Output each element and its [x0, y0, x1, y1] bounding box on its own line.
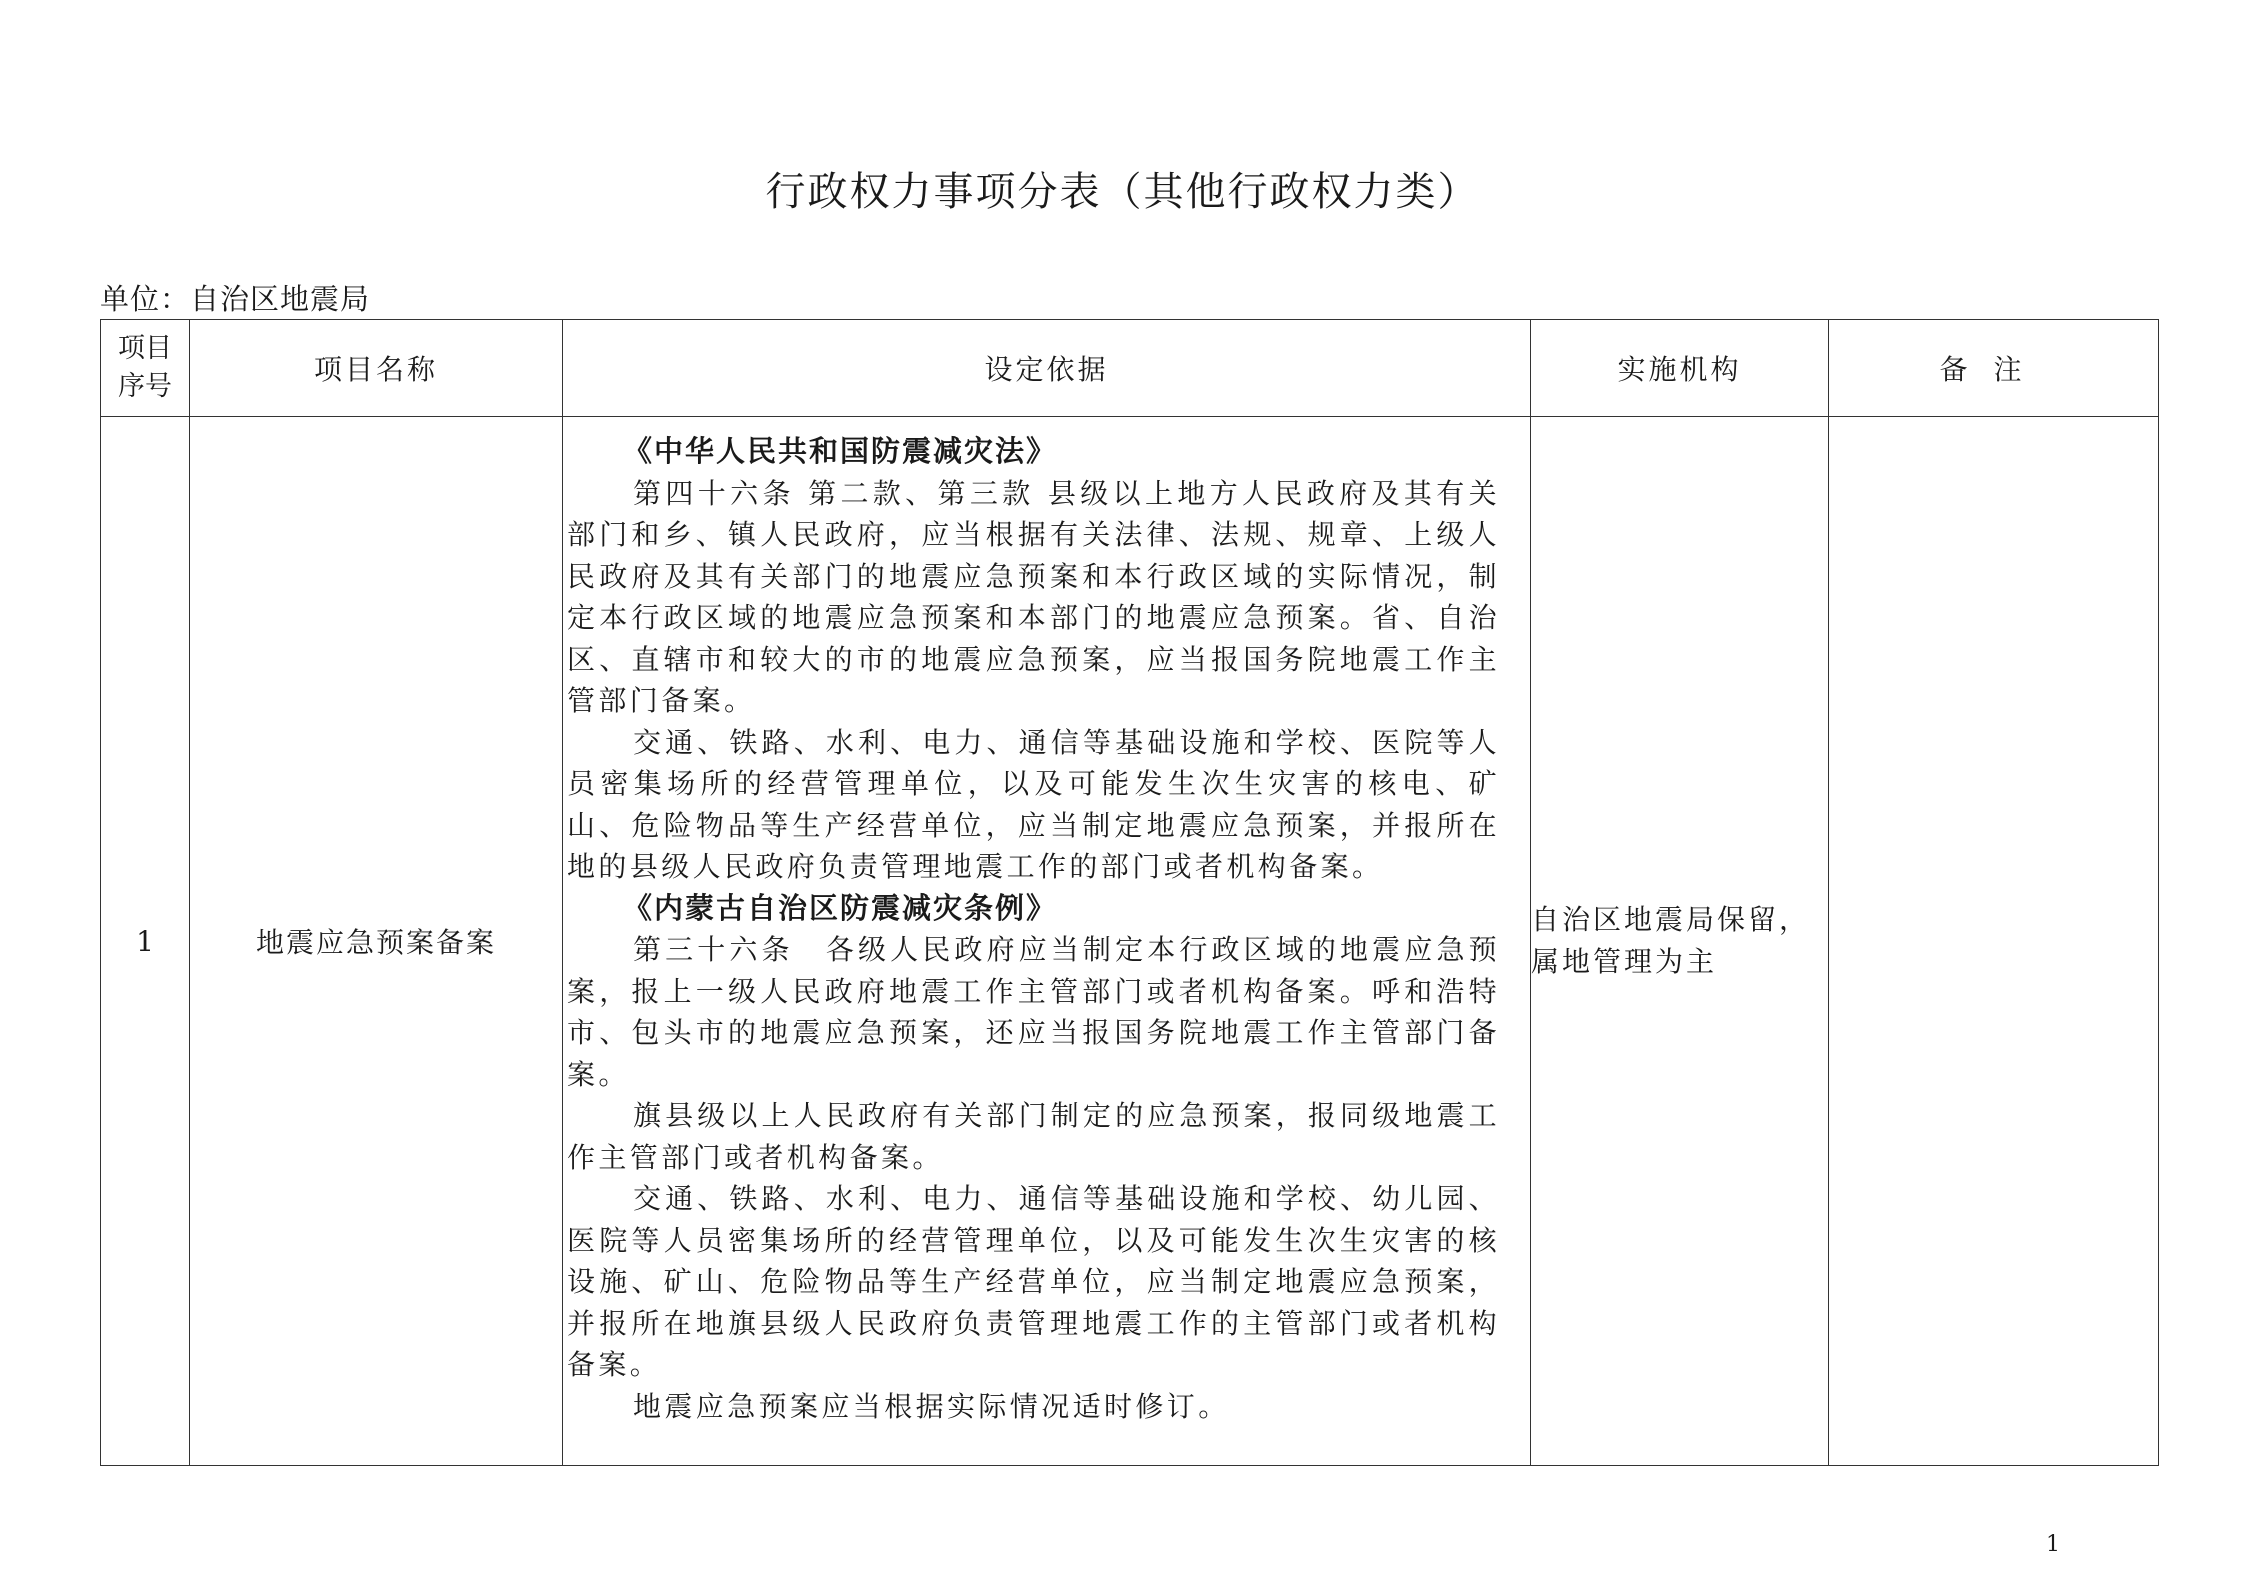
unit-label: 单位：自治区地震局 [100, 282, 371, 316]
law1-paragraph-1: 第四十六条 第二款、第三款 县级以上地方人民政府及其有关部门和乡、镇人民政府，应当根据有关法律、法规、规章、上级人民政府及其有关部门的地震应急预案和本行政区域的实际情况，制定本行政区域的地震应急预案和本部门的地震应急预案。省、自治区、直辖市和较大的市的地震应急预案，应当报国务院地震工作主管部门备案。 [567, 476, 1500, 717]
header-implementing-agency: 实施机构 [1531, 320, 1829, 417]
header-legal-basis: 设定依据 [563, 320, 1531, 417]
law2-paragraph-4: 地震应急预案应当根据实际情况适时修订。 [633, 1389, 1230, 1423]
law1-paragraph-2: 交通、铁路、水利、电力、通信等基础设施和学校、医院等人员密集场所的经营管理单位，以及可能发生次生灾害的核电、矿山、危险物品等生产经营单位，应当制定地震应急预案，并报所在地的县级人民政府负责管理地震工作的部门或者机构备案。 [567, 725, 1500, 883]
item-name-cell: 地震应急预案备案 [190, 417, 563, 1466]
header-item-number-line1: 项目 [118, 333, 172, 364]
remarks-cell [1829, 417, 2159, 1466]
table-header-row [101, 320, 2159, 417]
header-item-name: 项目名称 [190, 320, 563, 417]
law2-paragraph-2: 旗县级以上人民政府有关部门制定的应急预案，报同级地震工作主管部门或者机构备案。 [567, 1099, 1500, 1174]
law2-paragraph-1: 第三十六条 各级人民政府应当制定本行政区域的地震应急预案，报上一级人民政府地震工作主管部门或者机构备案。呼和浩特市、包头市的地震应急预案，还应当报国务院地震工作主管部门备案。 [567, 933, 1500, 1091]
item-number-cell: 1 [101, 417, 190, 1466]
header-item-number-line2: 序号 [118, 371, 172, 402]
law2-paragraph-3: 交通、铁路、水利、电力、通信等基础设施和学校、幼儿园、医院等人员密集场所的经营管理单位，以及可能发生次生灾害的核设施、矿山、危险物品等生产经营单位，应当制定地震应急预案，并报所在地旗县级人民政府负责管理地震工作的主管部门或者机构备案。 [567, 1182, 1500, 1381]
document-title: 行政权力事项分表（其他行政权力类） [765, 169, 1480, 215]
implementing-agency-cell: 自治区地震局保留，属地管理为主 [1531, 417, 1829, 1466]
page-number: 1 [2046, 1532, 2060, 1557]
law2-title: 《内蒙古自治区防震减灾条例》 [623, 890, 1058, 925]
header-item-number [101, 320, 190, 417]
power-items-table [100, 319, 2159, 1466]
table-row [101, 417, 2159, 1466]
header-remarks: 备注 [1829, 320, 2159, 417]
legal-basis-cell [563, 417, 1531, 1466]
law1-title: 《中华人民共和国防震减灾法》 [623, 434, 1058, 468]
